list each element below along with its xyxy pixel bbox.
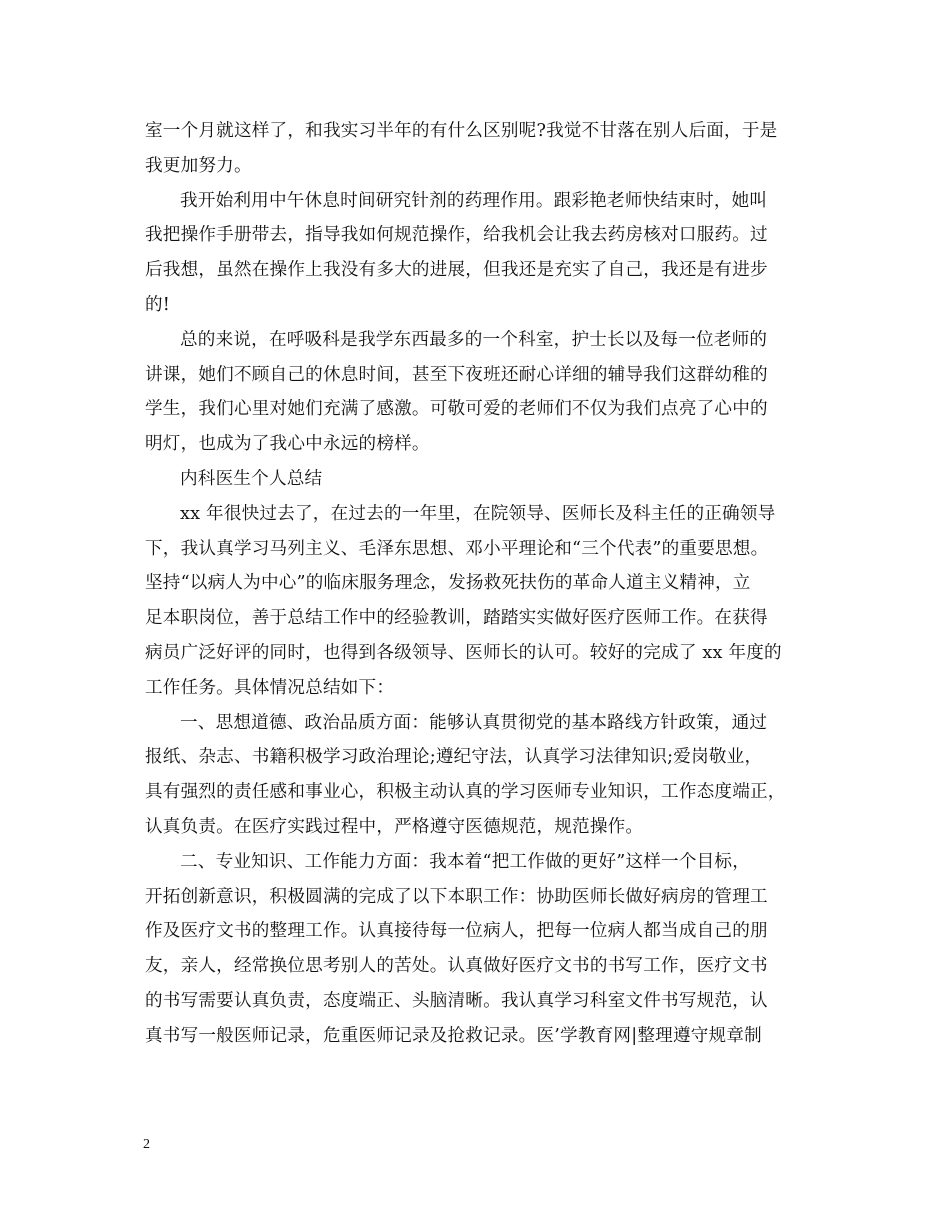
text-line: 认真负责。在医疗实践过程中，严格遵守医德规范，规范操作。: [145, 816, 644, 837]
text-line: 开拓创新意识，积极圆满的完成了以下本职工作：协助医师长做好病房的管理工: [145, 886, 768, 907]
text-line: 讲课，她们不顾自己的休息时间，甚至下夜班还耐心详细的辅导我们这群幼稚的: [145, 364, 768, 385]
text-line: 友，亲人，经常换位思考别人的苦处。认真做好医疗文书的书写工作，医疗文书: [145, 956, 768, 977]
text-line: 病员广泛好评的同时，也得到各级领导、医师长的认可。较好的完成了 xx 年度的: [145, 642, 782, 663]
text-line: 室一个月就这样了，和我实习半年的有什么区别呢?我觉不甘落在别人后面，于是: [145, 121, 778, 141]
text-line: 工作任务。具体情况总结如下：: [145, 677, 395, 698]
text-line: 我更加努力。: [145, 155, 252, 176]
text-line: 后我想，虽然在操作上我没有多大的进展，但我还是充实了自己，我还是有进步: [145, 260, 768, 281]
text-line: 报纸、杂志、书籍积极学习政治理论;遵纪守法，认真学习法律知识;爱岗敬业，: [145, 747, 763, 768]
text-line: 我把操作手册带去，指导我如何规范操作，给我机会让我去药房核对口服药。过: [145, 225, 768, 246]
text-line: 具有强烈的责任感和事业心，积极主动认真的学习医师专业知识，工作态度端正，: [145, 782, 786, 803]
text-line: xx 年很快过去了，在过去的一年里，在院领导、医师长及科主任的正确领导: [180, 503, 776, 524]
text-line: 的!: [145, 294, 171, 315]
text-line: 二、专业知识、工作能力方面：我本着“把工作做的更好”这样一个目标，: [180, 851, 750, 872]
text-line: 足本职岗位，善于总结工作中的经验教训，踏踏实实做好医疗医师工作。在获得: [145, 608, 768, 629]
text-line: 真书写一般医师记录，危重医师记录及抢救记录。医’学教育网|整理遵守规章制: [145, 1025, 762, 1046]
text-line: 总的来说，在呼吸科是我学东西最多的一个科室，护士长以及每一位老师的: [180, 329, 768, 350]
text-line: 作及医疗文书的整理工作。认真接待每一位病人，把每一位病人都当成自己的朋: [145, 921, 768, 942]
text-line: 下，我认真学习马列主义、毛泽东思想、邓小平理论和“三个代表”的重要思想。: [145, 538, 769, 559]
text-line: 学生，我们心里对她们充满了感激。可敬可爱的老师们不仅为我们点亮了心中的: [145, 399, 768, 420]
text-line: 明灯，也成为了我心中永远的榜样。: [145, 434, 430, 455]
text-line: 的书写需要认真负责，态度端正、头脑清晰。我认真学习科室文件书写规范，认: [145, 990, 768, 1011]
text-line: 内科医生个人总结: [180, 468, 323, 489]
body-text: [145, 114, 810, 1054]
page-number: 2: [143, 1137, 150, 1152]
text-line: 一、思想道德、政治品质方面：能够认真贯彻党的基本路线方针政策，通过: [180, 712, 768, 733]
text-line: 我开始利用中午休息时间研究针剂的药理作用。跟彩艳老师快结束时，她叫: [180, 190, 768, 211]
text-line: 坚持“以病人为中心”的临床服务理念，发扬救死扶伤的革命人道主义精神，立: [145, 573, 751, 594]
